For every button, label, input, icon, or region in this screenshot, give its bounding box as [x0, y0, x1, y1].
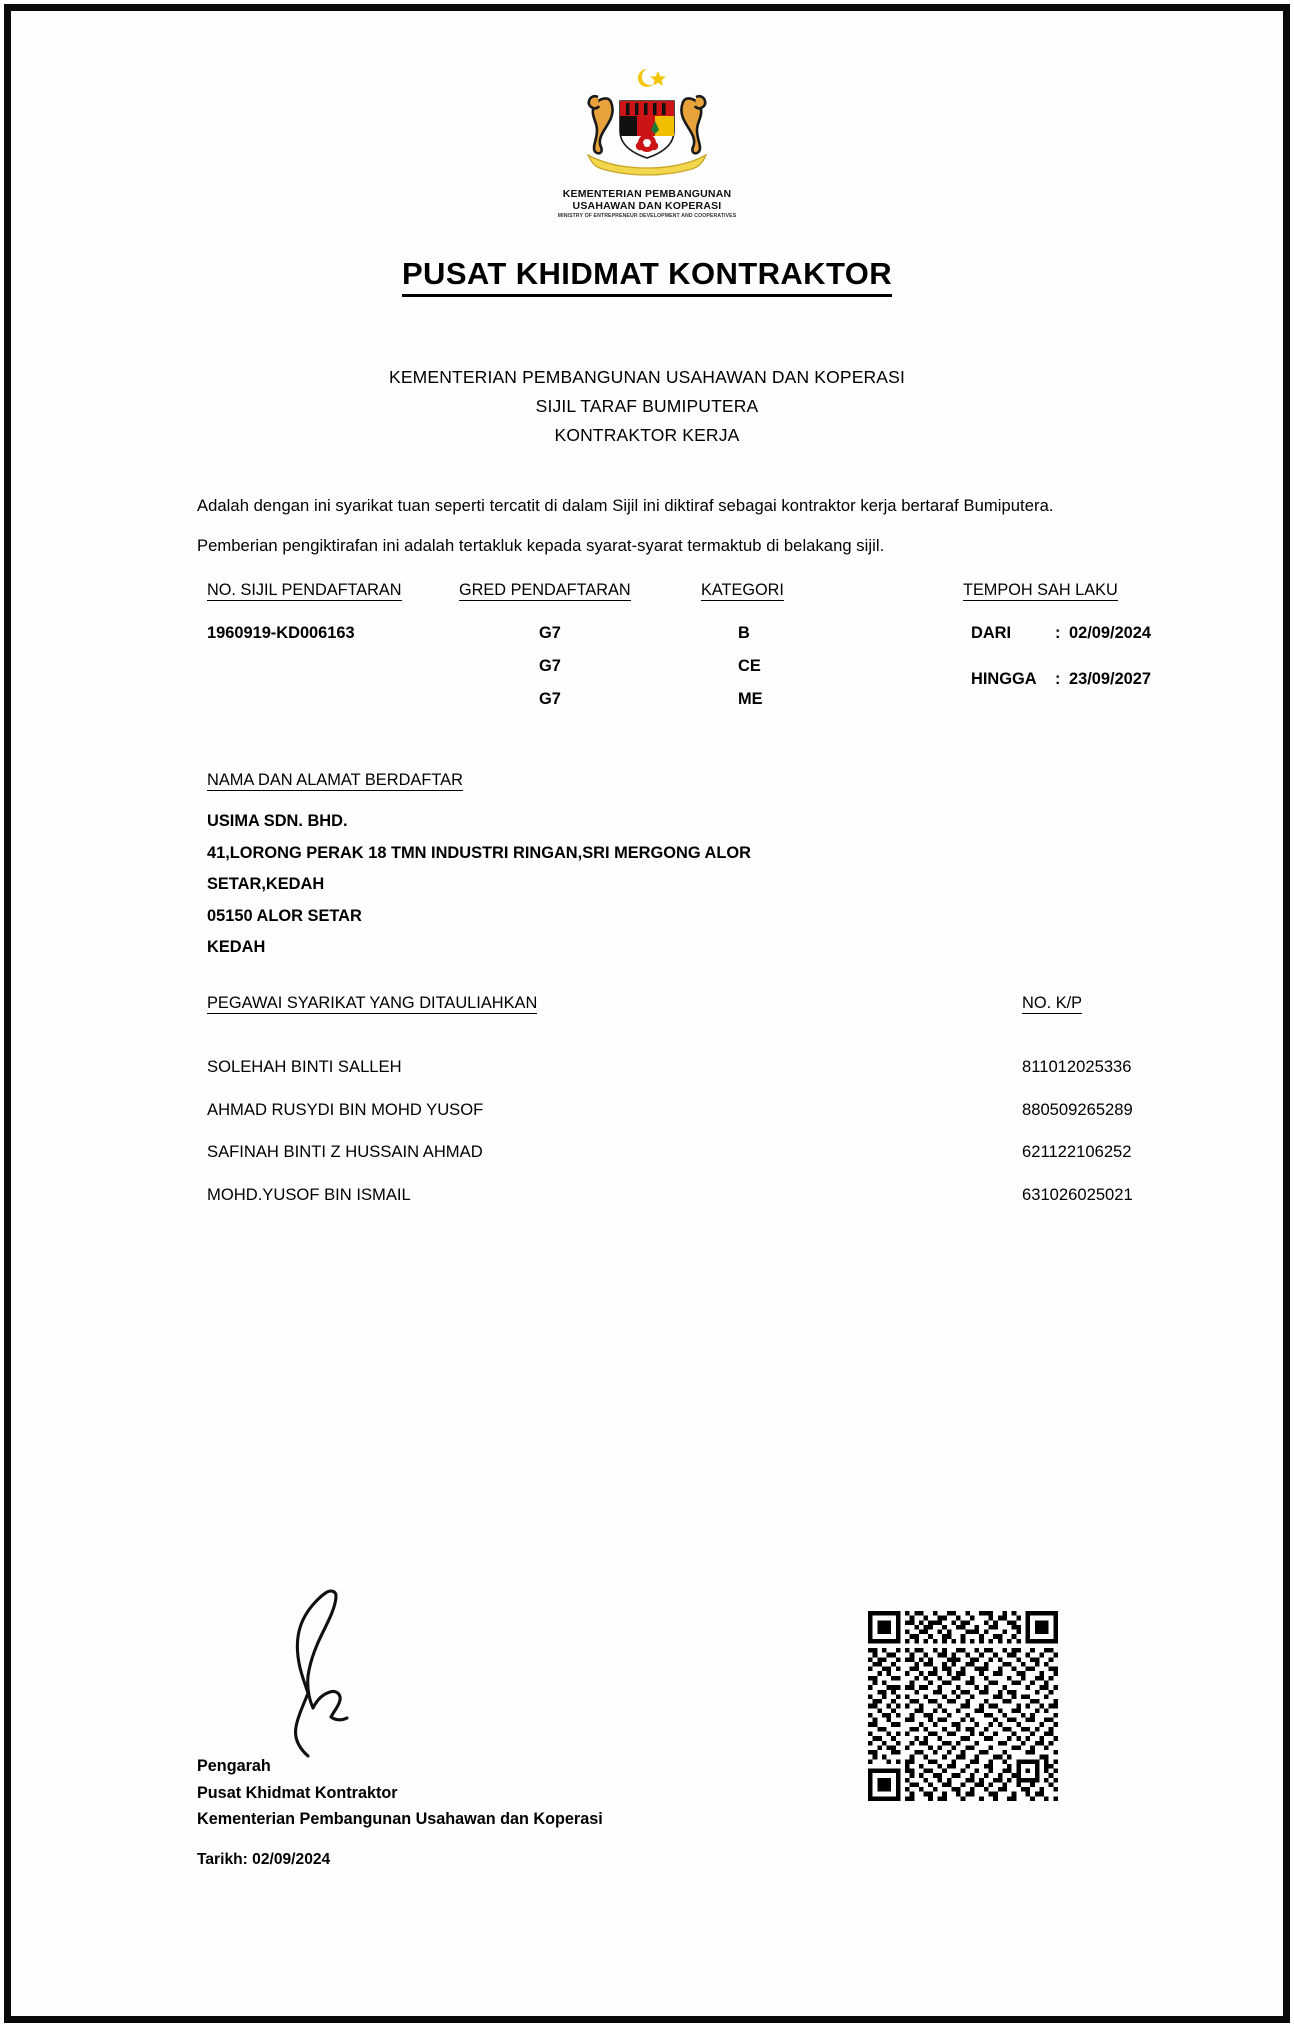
crest-caption-line2: USAHAWAN DAN KOPERASI: [572, 200, 722, 212]
malaysia-coat-of-arms-icon: [558, 63, 736, 183]
body-paragraph-line1: Adalah dengan ini syarikat tuan seperti tercatit di dalam Sijil ini diktiraf sebagai kontraktor kerja bertaraf Bumiputera.: [197, 496, 1054, 515]
registered-address-block: [207, 806, 967, 964]
registration-no-value: 1960919-KD006163: [207, 624, 355, 642]
officer-name: SOLEHAH BINTI SALLEH: [207, 1057, 402, 1076]
ic-number-heading: [1022, 994, 1082, 1013]
officer-ic-number: 621122106252: [1022, 1142, 1132, 1161]
address-line-company: USIMA SDN. BHD.: [207, 812, 348, 830]
officer-row: [207, 1174, 1167, 1217]
header-category: [701, 581, 784, 600]
body-paragraph-line2: Pemberian pengiktirafan ini adalah tertakluk kepada syarat-syarat termaktub di belakang sijil.: [197, 536, 885, 555]
officer-ic-number: 631026025021: [1022, 1184, 1133, 1204]
issue-date: Tarikh: 02/09/2024: [197, 1850, 331, 1868]
validity-from-value: 02/09/2024: [1069, 624, 1152, 642]
registered-address-heading: [207, 771, 463, 790]
page-title-text: PUSAT KHIDMAT KONTRAKTOR: [402, 256, 892, 297]
registered-address-heading-text: NAMA DAN ALAMAT BERDAFTAR: [207, 771, 463, 789]
header-validity-period-text: TEMPOH SAH LAKU: [963, 581, 1118, 599]
header-grade: [459, 581, 631, 600]
officer-ic-number: 811012025336: [1022, 1057, 1132, 1076]
signatory-ministry: Kementerian Pembangunan Usahawan dan Koperasi: [197, 1810, 603, 1828]
details-table-header: [11, 581, 1283, 605]
signature-icon: [251, 1566, 421, 1761]
officer-row: [207, 1046, 1167, 1089]
crest-block: [11, 63, 1283, 220]
grade-value-row-1: G7: [539, 624, 561, 642]
officer-row: [207, 1131, 1167, 1174]
category-value-row-2: CE: [738, 657, 761, 675]
subtitle-line-certificate: SIJIL TARAF BUMIPUTERA: [535, 396, 759, 416]
signatory-title: Pengarah: [197, 1757, 271, 1775]
verification-qr-code: [868, 1611, 1058, 1801]
header-grade-text: GRED PENDAFTARAN: [459, 581, 631, 599]
page-title: [11, 256, 1283, 292]
subtitle-block: [11, 363, 1283, 450]
header-category-text: KATEGORI: [701, 581, 784, 599]
header-validity-period: [963, 581, 1118, 600]
subtitle-line-ministry: KEMENTERIAN PEMBANGUNAN USAHAWAN DAN KOPERASI: [389, 367, 905, 387]
grade-value-row-2: G7: [539, 657, 561, 675]
subtitle-line-contractor: KONTRAKTOR KERJA: [554, 425, 740, 445]
validity-to-separator: :: [1055, 670, 1061, 688]
validity-to-value: 23/09/2027: [1069, 670, 1152, 688]
header-registration-no-text: NO. SIJIL PENDAFTARAN: [207, 581, 402, 599]
officer-ic-number: 880509265289: [1022, 1099, 1133, 1119]
officer-name: MOHD.YUSOF BIN ISMAIL: [207, 1184, 411, 1204]
authorized-officers-list: [207, 1046, 1167, 1216]
certificate-sheet: [11, 11, 1283, 2016]
header-registration-no: [207, 581, 402, 600]
address-line-postcode: 05150 ALOR SETAR: [207, 906, 362, 925]
address-line-state: KEDAH: [207, 938, 266, 956]
address-line-street: 41,LORONG PERAK 18 TMN INDUSTRI RINGAN,SRI MERGONG ALOR: [207, 843, 751, 862]
crest-caption-line1: KEMENTERIAN PEMBANGUNAN: [562, 188, 732, 200]
ic-number-heading-text: NO. K/P: [1022, 994, 1083, 1012]
address-line-city-state: SETAR,KEDAH: [207, 875, 325, 893]
category-value-row-1: B: [738, 624, 750, 642]
authorized-officers-heading: [207, 994, 537, 1013]
officer-name: AHMAD RUSYDI BIN MOHD YUSOF: [207, 1099, 484, 1119]
grade-value-row-3: G7: [539, 690, 561, 708]
officer-row: [207, 1089, 1167, 1132]
signatory-department: Pusat Khidmat Kontraktor: [197, 1783, 398, 1802]
category-value-row-3: ME: [738, 690, 763, 708]
signature-footer-block: [197, 1753, 603, 1873]
authorized-officers-heading-text: PEGAWAI SYARIKAT YANG DITAULIAHKAN: [207, 994, 538, 1012]
validity-from-label: DARI: [971, 624, 1012, 642]
validity-to-label: HINGGA: [971, 670, 1037, 688]
crest-caption-line3: MINISTRY OF ENTREPRENEUR DEVELOPMENT AND COOPERATIVES: [557, 213, 737, 219]
officer-name: SAFINAH BINTI Z HUSSAIN AHMAD: [207, 1142, 483, 1161]
validity-from-separator: :: [1055, 624, 1061, 642]
